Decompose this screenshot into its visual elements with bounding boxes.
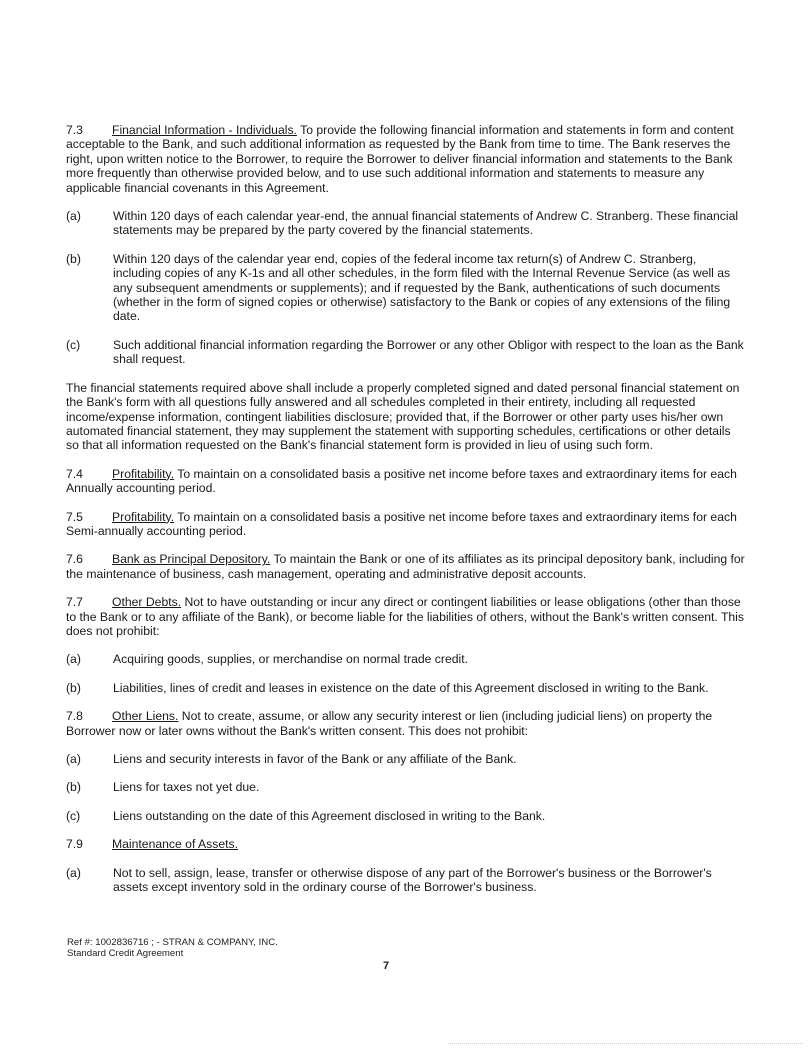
section-heading: Other Debts. [112,595,182,610]
section-heading: Other Liens. [112,709,179,724]
list-marker: (a) [66,752,81,766]
list-item [66,252,746,324]
section-text: To provide the following financial information and statements in form and content acceptable to the Bank, and such additional information as requested by the Bank from time to time. The Bank reserves the right, upon written notice to the Borrower, to require the Borrower to deliver financial information and statements to the Bank more frequently than otherwise provided below, and to use such additional information and statements to measure any applicable financial covenants in this Agreement. [66,123,734,195]
section-heading: Maintenance of Assets. [112,837,239,852]
list-item-text: Such additional financial information regarding the Borrower or any other Obligor with respect to the loan as the Bank shall request. [113,337,744,367]
section-number: 7.3 [66,123,83,137]
section-number: 7.9 [66,837,83,852]
list-item-text: Liens for taxes not yet due. [113,780,260,795]
section-7-5 [66,510,746,539]
section-text: To maintain on a consolidated basis a positive net income before taxes and extraordinary items for each Semi-annually accounting period. [66,509,737,538]
section-heading: Profitability. [112,509,175,524]
section-heading: Financial Information - Individuals. [112,123,297,137]
list-item [66,780,746,794]
section-heading: Bank as Principal Depository. [112,552,271,567]
section-7-4 [66,467,746,496]
list-marker: (b) [66,251,81,266]
section-7-8 [66,709,746,738]
list-marker: (a) [66,209,81,224]
list-item [66,866,746,895]
section-text: To maintain the Bank or one of its affiliates as its principal depository bank, including for the maintenance of business, cash management, operating and administrative deposit accounts. [66,552,745,581]
list-item [66,209,746,238]
section-number: 7.6 [66,552,83,567]
section-text: To maintain on a consolidated basis a positive net income before taxes and extraordinary items for each Annually accounting period. [66,466,737,496]
list-marker: (c) [66,808,81,823]
section-number: 7.4 [66,466,83,481]
list-item-text: Not to sell, assign, lease, transfer or otherwise dispose of any part of the Borrower's business or the Borrower's assets except inventory sold in the ordinary course of the Borrower's business. [113,865,712,895]
section-text: Not to have outstanding or incur any direct or contingent liabilities or lease obligations (other than those to the Bank or to any affiliate of the Bank), or become liable for the liabilities of others, without the Bank's written consent. This does not prohibit: [66,595,744,638]
list-item [66,809,746,823]
list-marker: (b) [66,680,81,695]
section-7-9 [66,837,746,851]
section-heading: Profitability. [112,466,175,481]
page-number: 7 [383,960,390,972]
section-7-6 [66,552,746,581]
section-7-7 [66,595,746,638]
section-7-3 [66,123,746,195]
list-item-text: Within 120 days of the calendar year end, copies of the federal income tax return(s) of Andrew C. Stranberg, including copies of any K-1s and all other schedules, in the form filed with the Internal Revenue Service (as well as any subsequent amendments or supplements); and if requested by the Bank, authentications of such documents (whether in the form of signed copies or otherwise) satisfactory to the Bank or copies of any extensions of the filing date. [113,251,731,324]
list-marker: (c) [66,337,81,352]
section-number: 7.8 [66,709,83,724]
list-item-text: Within 120 days of each calendar year-end, the annual financial statements of Andrew C. Stranberg. These financial statements may be prepared by the party covered by the financial statements. [113,209,739,238]
section-number: 7.5 [66,509,83,524]
page-footer [67,937,278,959]
footer-reference: Ref #: 1002836716 ; - STRAN & COMPANY, INC. [67,937,278,948]
section-number: 7.7 [66,595,83,610]
list-item [66,338,746,367]
list-item [66,752,746,766]
list-item-text: Acquiring goods, supplies, or merchandise on normal trade credit. [113,652,468,667]
list-marker: (b) [66,780,81,795]
section-text: Not to create, assume, or allow any security interest or lien (including judicial liens) on property the Borrower now or later owns without the Bank's written consent. This does not prohibit: [66,709,713,738]
list-item-text: Liens outstanding on the date of this Agreement disclosed in writing to the Bank. [113,808,546,823]
document-page [66,123,746,908]
list-marker: (a) [66,652,81,667]
section-7-3-closing: The financial statements required above shall include a properly completed signed and dated personal financial statement on the Bank's form with all questions fully answered and all schedules completed in their entirety, including all requested income/expense information, contingent liabilities disclosure; provided that, if the Borrower or other party uses his/her own automated financial statement, they may supplement the statement with supporting schedules, certifications or other details so that all information requested on the Bank's financial statement form is provided in lieu of using such form. [66,380,740,453]
list-marker: (a) [66,865,81,880]
footer-document-title: Standard Credit Agreement [67,948,184,959]
list-item [66,652,746,666]
list-item-text: Liabilities, lines of credit and leases in existence on the date of this Agreement disclosed in writing to the Bank. [113,680,709,695]
list-item [66,681,746,695]
list-item-text: Liens and security interests in favor of the Bank or any affiliate of the Bank. [113,752,517,766]
scan-artifact-line [448,1043,803,1045]
